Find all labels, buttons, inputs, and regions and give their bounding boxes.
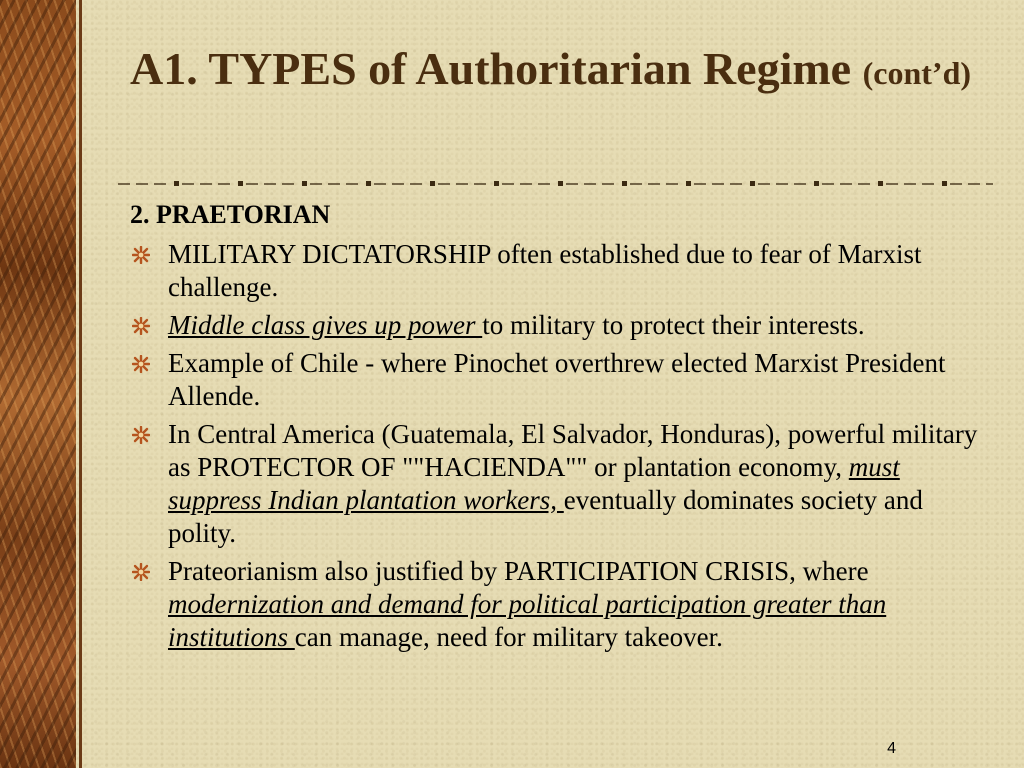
bullet-item <box>130 347 990 413</box>
divider-dot <box>686 181 691 186</box>
asterisk-star-icon <box>132 317 150 335</box>
divider-dot <box>878 181 883 186</box>
section-heading: 2. PRAETORIAN <box>130 200 331 229</box>
slide-title-main: A1. TYPES of Authoritarian Regime <box>130 43 852 94</box>
bullet-text: Example of Chile - where Pinochet overthrew elected Marxist President Allende. <box>168 348 946 411</box>
page-number: 4 <box>887 740 896 757</box>
divider-dot <box>302 181 307 186</box>
decorative-strip-edge <box>79 0 82 768</box>
divider-dot <box>238 181 243 186</box>
bullet-text: Prateorianism also justified by PARTICIPATION CRISIS, where <box>168 556 869 586</box>
bullet-item <box>130 555 990 654</box>
divider-dot <box>814 181 819 186</box>
bullet-item <box>130 309 990 342</box>
bullet-text: to military to protect their interests. <box>482 310 865 340</box>
bullet-list <box>130 238 990 659</box>
bullet-item <box>130 238 990 304</box>
asterisk-star-icon <box>132 426 150 444</box>
divider-dot <box>750 181 755 186</box>
divider-dot <box>558 181 563 186</box>
divider-dot <box>366 181 371 186</box>
asterisk-star-icon <box>132 246 150 264</box>
bullet-text: MILITARY DICTATORSHIP often established due to fear of Marxist challenge. <box>168 239 922 302</box>
slide-title-subtitle: (cont’d) <box>862 55 972 91</box>
asterisk-star-icon <box>132 563 150 581</box>
decorative-marble-strip <box>0 0 76 768</box>
divider-dot <box>174 181 179 186</box>
divider-dot <box>622 181 627 186</box>
bullet-item <box>130 418 990 550</box>
divider-dot <box>430 181 435 186</box>
divider-dot <box>942 181 947 186</box>
bullet-text: In Central America (Guatemala, El Salvador, Honduras), powerful military as PROTECTOR OF ""HACIENDA"" or plantation economy, <box>168 419 978 482</box>
bullet-emphasis-text: must suppress Indian plantation workers, <box>168 452 900 515</box>
bullet-text: eventually dominates society and polity. <box>168 485 923 548</box>
bullet-text: can manage, need for military takeover. <box>294 622 723 652</box>
divider-dot <box>494 181 499 186</box>
title-divider <box>118 178 993 190</box>
bullet-emphasis-text: Middle class gives up power <box>168 310 483 340</box>
asterisk-star-icon <box>132 355 150 373</box>
slide-title <box>130 38 971 104</box>
bullet-emphasis-text: modernization and demand for political participation greater than institutions <box>168 589 887 652</box>
